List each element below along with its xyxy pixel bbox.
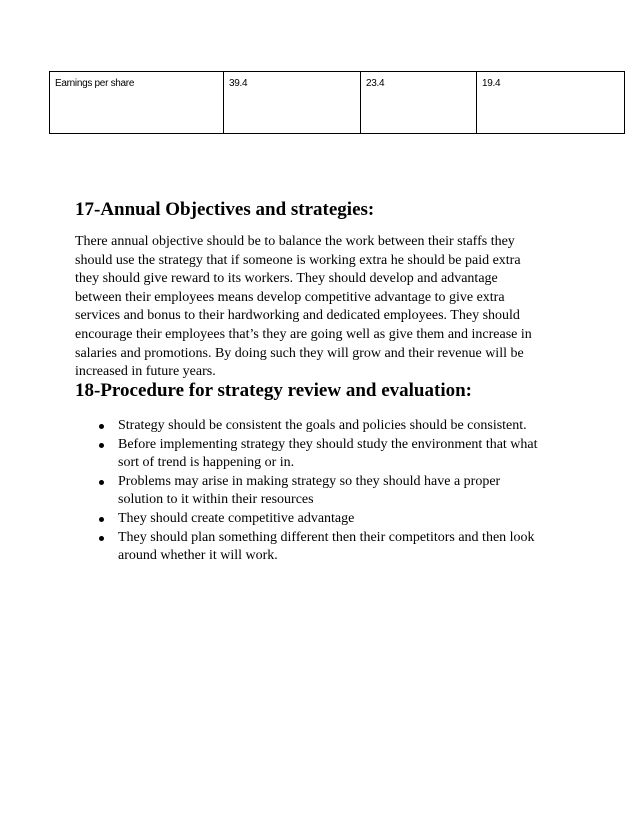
paragraph-line: salaries and promotions. By doing such they will grow and their revenue will be [75, 345, 524, 361]
table-row [50, 72, 625, 134]
list-item-line: solution to it within their resources [118, 492, 314, 508]
list-item [75, 436, 595, 473]
table-cell-metric: Earnings per share [50, 72, 224, 134]
table-cell-value: 39.4 [224, 72, 361, 134]
section-18-bullet-list [75, 417, 595, 566]
paragraph-line: should use the strategy that if someone is working extra he should be paid extra [75, 252, 521, 268]
bullet-icon [99, 517, 104, 522]
table-cell-value: 19.4 [477, 72, 625, 134]
paragraph-line: increased in future years. [75, 364, 216, 380]
section-18-heading: 18-Procedure for strategy review and evaluation: [75, 380, 472, 401]
paragraph-line: There annual objective should be to balance the work between their staffs they [75, 234, 515, 249]
section-17-heading: 17-Annual Objectives and strategies: [75, 199, 375, 220]
bullet-icon [99, 424, 104, 429]
list-item [75, 473, 595, 510]
list-item [75, 417, 595, 436]
section-17-paragraph [75, 233, 575, 382]
bullet-icon [99, 536, 104, 541]
list-item-line: Before implementing strategy they should study the environment that what [118, 436, 538, 452]
list-item [75, 529, 595, 566]
paragraph-line: encourage their employees that’s they are going well as give them and increase in [75, 326, 532, 342]
paragraph-line: between their employees means develop competitive advantage to give extra [75, 289, 505, 305]
list-item [75, 510, 595, 529]
list-item-line: They should plan something different then their competitors and then look [118, 529, 535, 545]
bullet-icon [99, 480, 104, 485]
bullet-icon [99, 443, 104, 448]
paragraph-line: they should give reward to its workers. They should develop and advantage [75, 271, 498, 287]
list-item-line: sort of trend is happening or in. [118, 455, 295, 471]
table-cell-value: 23.4 [361, 72, 477, 134]
list-item-line: They should create competitive advantage [118, 510, 355, 526]
list-item-line: Strategy should be consistent the goals and policies should be consistent. [118, 418, 527, 433]
financial-table [49, 71, 625, 134]
list-item-line: around whether it will work. [118, 548, 278, 564]
paragraph-line: services and bonus to their hardworking and dedicated employees. They should [75, 308, 520, 324]
list-item-line: Problems may arise in making strategy so they should have a proper [118, 473, 501, 489]
